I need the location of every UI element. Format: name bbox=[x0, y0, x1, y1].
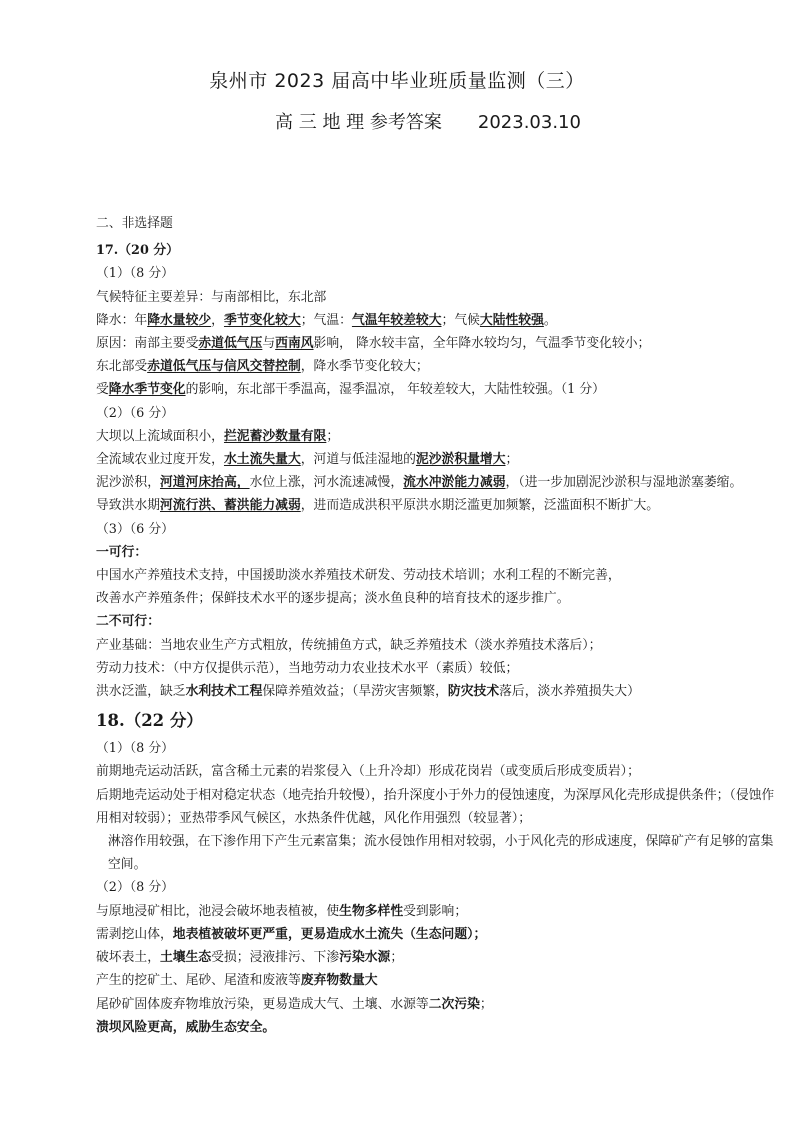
q18-part2-line2: 需剥挖山体，地表植被破坏更严重，更易造成水土流失（生态问题）； bbox=[96, 926, 487, 942]
q17-label: 17.（20 分） bbox=[96, 243, 179, 259]
answer-content bbox=[96, 212, 776, 1039]
q17-part3-infeasible-line3: 洪水泛滥，缺乏水利技术工程保障养殖效益；（旱涝灾害频繁，防灾技术落后，淡水养殖损失大） bbox=[96, 684, 640, 700]
document-subtitle bbox=[275, 108, 794, 134]
q17-part3-infeasible-line1: 产业基础：当地农业生产方式粗放，传统捕鱼方式，缺乏养殖技术（淡水养殖技术落后）； bbox=[96, 637, 602, 653]
q17-part1-intro: 气候特征主要差异：与南部相比，东北部 bbox=[96, 289, 327, 305]
q17-part2-line4: 导致洪水期河流行洪、蓄洪能力减弱，进而造成洪积平原洪水期泛滥更加频繁，泛滥面积不断扩大。 bbox=[96, 498, 660, 514]
q17-part2-line3: 泥沙淤积，河道河床抬高，水位上涨，河水流速减慢，流水冲淤能力减弱，（进一步加剧泥沙淤积与湿地淤塞萎缩。 bbox=[96, 475, 743, 491]
section-heading: 二、非选择题 bbox=[96, 216, 173, 231]
q18-part2-line6: 溃坝风险更高，威胁生态安全。 bbox=[96, 1019, 276, 1035]
q17-part3-feasible-line1: 中国水产养殖技术支持，中国援助淡水养殖技术研发、劳动技术培训；水利工程的不断完善， bbox=[96, 568, 621, 584]
q17-part2-line1: 大坝以上流域面积小，拦泥蓄沙数量有限； bbox=[96, 428, 340, 444]
q17-part3-infeasible-heading: 二不可行： bbox=[96, 614, 160, 630]
exam-date: 2023.03.10 bbox=[477, 112, 581, 133]
q17-part1-line1: 降水：年降水量较少，季节变化较大；气温：气温年较差较大；气候大陆性较强。 bbox=[96, 312, 557, 328]
q18-part2-line3: 破坏表土，土壤生态受损；浸液排污、下渗污染水源； bbox=[96, 950, 404, 966]
q17-part1-label: （1）（8 分） bbox=[96, 266, 174, 282]
q18-part2-label: （2）（8 分） bbox=[96, 880, 174, 896]
q18-part1-line3: 淋溶作用较强，在下渗作用下产生元素富集；流水侵蚀作用相对较弱，小于风化壳的形成速度，保障矿产有足够的富集空间。 bbox=[108, 834, 774, 873]
q17-part1-line2: 原因：南部主要受赤道低气压与西南风影响， 降水较丰富，全年降水较均匀，气温季节变化较小； bbox=[96, 336, 651, 352]
subtitle-text: 高 三 地 理 参考答案 bbox=[275, 112, 442, 133]
q18-part1-line2: 后期地壳运动处于相对稳定状态（地壳抬升较慢），抬升深度小于外力的侵蚀速度，为深厚风化壳形成提供条件；（侵蚀作用相对较弱）；亚热带季风气候区，水热条件优越，风化作用强烈（较显著）； bbox=[96, 787, 775, 826]
q17-part3-feasible-line2: 改善水产养殖条件；保鲜技术水平的逐步提高；淡水鱼良种的培育技术的逐步推广。 bbox=[96, 591, 570, 607]
q18-label: 18.（22 分） bbox=[96, 711, 203, 731]
q17-part2-label: （2）（6 分） bbox=[96, 405, 174, 421]
q17-part2-line2: 全流域农业过度开发，水土流失量大，河道与低洼湿地的泥沙淤积量增大； bbox=[96, 452, 519, 468]
q18-part2-line1: 与原地浸矿相比，池浸会破坏地表植被，使生物多样性受到影响； bbox=[96, 903, 468, 919]
q17-part3-label: （3）（6 分） bbox=[96, 521, 174, 537]
q17-part1-line3: 东北部受赤道低气压与信风交替控制，降水季节变化较大； bbox=[96, 359, 429, 375]
q18-part1-line1: 前期地壳运动活跃，富含稀土元素的岩浆侵入（上升冷却）形成花岗岩（或变质后形成变质岩）； bbox=[96, 764, 640, 780]
document-title: 泉州市 2023 届高中毕业班质量监测（三） bbox=[209, 70, 585, 92]
q17-part1-line4: 受降水季节变化的影响，东北部干季温高，湿季温凉， 年较差较大，大陆性较强。（1 分） bbox=[96, 382, 605, 398]
q18-part2-line4: 产生的挖矿土、尾砂、尾渣和废液等废弃物数量大 bbox=[96, 973, 378, 989]
q17-part3-infeasible-line2: 劳动力技术：（中方仅提供示范），当地劳动力农业技术水平（素质）较低； bbox=[96, 660, 519, 676]
q18-part2-line5: 尾砂矿固体废弃物堆放污染，更易造成大气、土壤、水源等二次污染； bbox=[96, 996, 493, 1012]
q17-part3-feasible-heading: 一可行： bbox=[96, 544, 148, 560]
q18-part1-label: （1）（8 分） bbox=[96, 741, 174, 757]
